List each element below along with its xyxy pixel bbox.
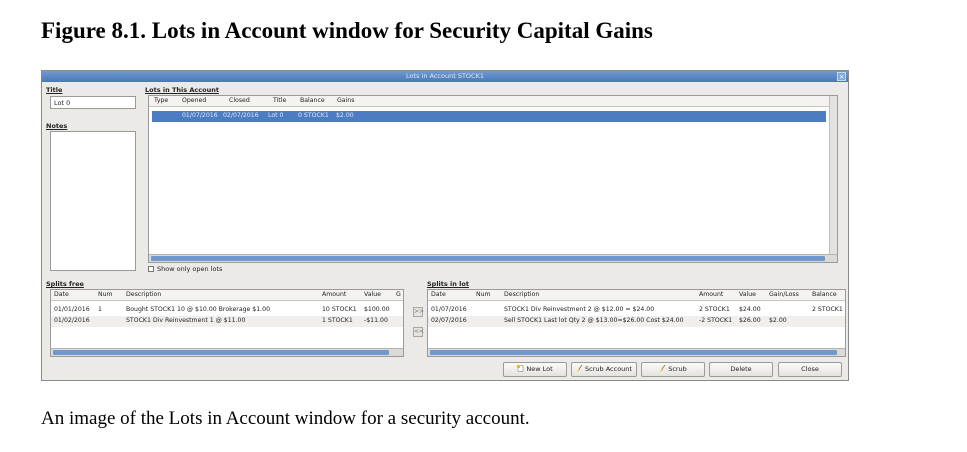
delete-button[interactable]: Delete — [709, 362, 773, 377]
split-description: Bought STOCK1 10 @ $10.00 Brokerage $1.00 — [126, 306, 271, 313]
column-header[interactable]: G — [396, 291, 401, 298]
remove-split-from-lot-button[interactable]: << — [414, 328, 425, 335]
column-header[interactable]: Amount — [699, 291, 724, 298]
lots-table-header — [149, 96, 837, 107]
scroll-thumb[interactable] — [53, 350, 389, 355]
splits-in-lot-table — [427, 289, 846, 357]
column-header[interactable]: Description — [126, 291, 162, 298]
split-value: -$11.00 — [364, 317, 388, 324]
figure-caption: An image of the Lots in Account window for a security account. — [41, 408, 530, 429]
split-balance: 2 STOCK1 — [812, 306, 843, 313]
lot-closed: 02/07/2016 — [223, 112, 259, 119]
show-open-lots-label: Show only open lots — [157, 265, 223, 273]
lot-title: Lot 0 — [268, 112, 284, 119]
broom-icon — [659, 364, 666, 371]
split-date: 01/02/2016 — [54, 317, 90, 324]
title-input[interactable]: Lot 0 — [50, 96, 136, 109]
column-header[interactable]: Value — [364, 291, 381, 298]
table-row[interactable] — [428, 305, 845, 316]
window-titlebar[interactable] — [42, 71, 848, 82]
column-header[interactable]: Date — [431, 291, 446, 298]
column-header[interactable]: Balance — [812, 291, 837, 298]
scroll-thumb[interactable] — [151, 256, 825, 261]
window-title: Lots in Account STOCK1 — [406, 72, 484, 80]
column-header[interactable]: Date — [54, 291, 69, 298]
split-amount: 2 STOCK1 — [699, 306, 730, 313]
column-header[interactable]: Opened — [182, 97, 207, 104]
split-amount: 1 STOCK1 — [322, 317, 353, 324]
column-header[interactable]: Num — [98, 291, 113, 298]
lots-window — [41, 70, 849, 381]
column-header[interactable]: Amount — [322, 291, 347, 298]
split-date: 01/01/2016 — [54, 306, 90, 313]
column-header[interactable]: Value — [739, 291, 756, 298]
column-header[interactable]: Gains — [337, 97, 355, 104]
notes-label: Notes — [46, 122, 68, 130]
close-icon[interactable]: × — [838, 73, 845, 81]
table-row[interactable] — [51, 316, 403, 327]
column-header[interactable]: Type — [154, 97, 169, 104]
split-value: $24.00 — [739, 306, 761, 313]
table-row[interactable] — [428, 316, 845, 327]
splits-in-lot-header — [428, 290, 845, 301]
show-open-lots-checkbox[interactable] — [148, 266, 154, 272]
splits-free-label: Splits free — [46, 280, 84, 288]
split-amount: -2 STOCK1 — [699, 317, 733, 324]
lots-table — [148, 95, 838, 263]
table-row[interactable] — [152, 111, 826, 122]
column-header[interactable]: Description — [504, 291, 540, 298]
scroll-thumb[interactable] — [430, 350, 837, 355]
splits-in-lot-label: Splits in lot — [427, 280, 469, 288]
broom-icon — [576, 364, 583, 371]
split-value: $26.00 — [739, 317, 761, 324]
splits-free-horizontal-scrollbar[interactable] — [51, 348, 403, 356]
table-row[interactable] — [51, 305, 403, 316]
lot-balance: 0 STOCK1 — [298, 112, 329, 119]
split-amount: 10 STOCK1 — [322, 306, 357, 313]
column-header[interactable]: Balance — [300, 97, 325, 104]
scrub-account-label: Scrub Account — [585, 365, 632, 373]
title-label: Title — [46, 86, 63, 94]
split-description: STOCK1 Div Reinvestment 2 @ $12.00 = $24.00 — [504, 306, 655, 313]
split-gain-loss: $2.00 — [769, 317, 787, 324]
lots-vertical-scrollbar[interactable] — [829, 96, 837, 262]
lot-gains: $2.00 — [336, 112, 354, 119]
column-header[interactable]: Gain/Loss — [769, 291, 799, 298]
add-split-to-lot-button[interactable]: >> — [414, 308, 425, 315]
split-date: 01/07/2016 — [431, 306, 467, 313]
new-lot-label: New Lot — [526, 365, 553, 373]
close-button[interactable]: Close — [778, 362, 842, 377]
column-header[interactable]: Num — [476, 291, 491, 298]
splits-free-table — [50, 289, 404, 357]
split-num: 1 — [98, 306, 102, 313]
figure-title: Figure 8.1. Lots in Account window for Security Capital Gains — [41, 18, 653, 43]
notes-textarea[interactable] — [50, 131, 136, 271]
split-date: 02/07/2016 — [431, 317, 467, 324]
column-header[interactable]: Title — [273, 97, 287, 104]
split-description: Sell STOCK1 Last lot Qty 2 @ $13.00=$26.00 Cost $24.00 — [504, 317, 684, 324]
column-header[interactable]: Closed — [229, 97, 250, 104]
scrub-button[interactable] — [641, 362, 705, 377]
scrub-label: Scrub — [668, 365, 687, 373]
scrub-account-button[interactable] — [571, 362, 637, 377]
split-description: STOCK1 Div Reinvestment 1 @ $11.00 — [126, 317, 246, 324]
lots-horizontal-scrollbar[interactable] — [149, 254, 837, 262]
new-document-icon — [517, 364, 524, 371]
lots-label: Lots in This Account — [145, 86, 219, 94]
splits-free-header — [51, 290, 403, 301]
new-lot-button[interactable] — [503, 362, 567, 377]
splits-in-lot-horizontal-scrollbar[interactable] — [428, 348, 845, 356]
split-value: $100.00 — [364, 306, 390, 313]
lot-opened: 01/07/2016 — [182, 112, 218, 119]
